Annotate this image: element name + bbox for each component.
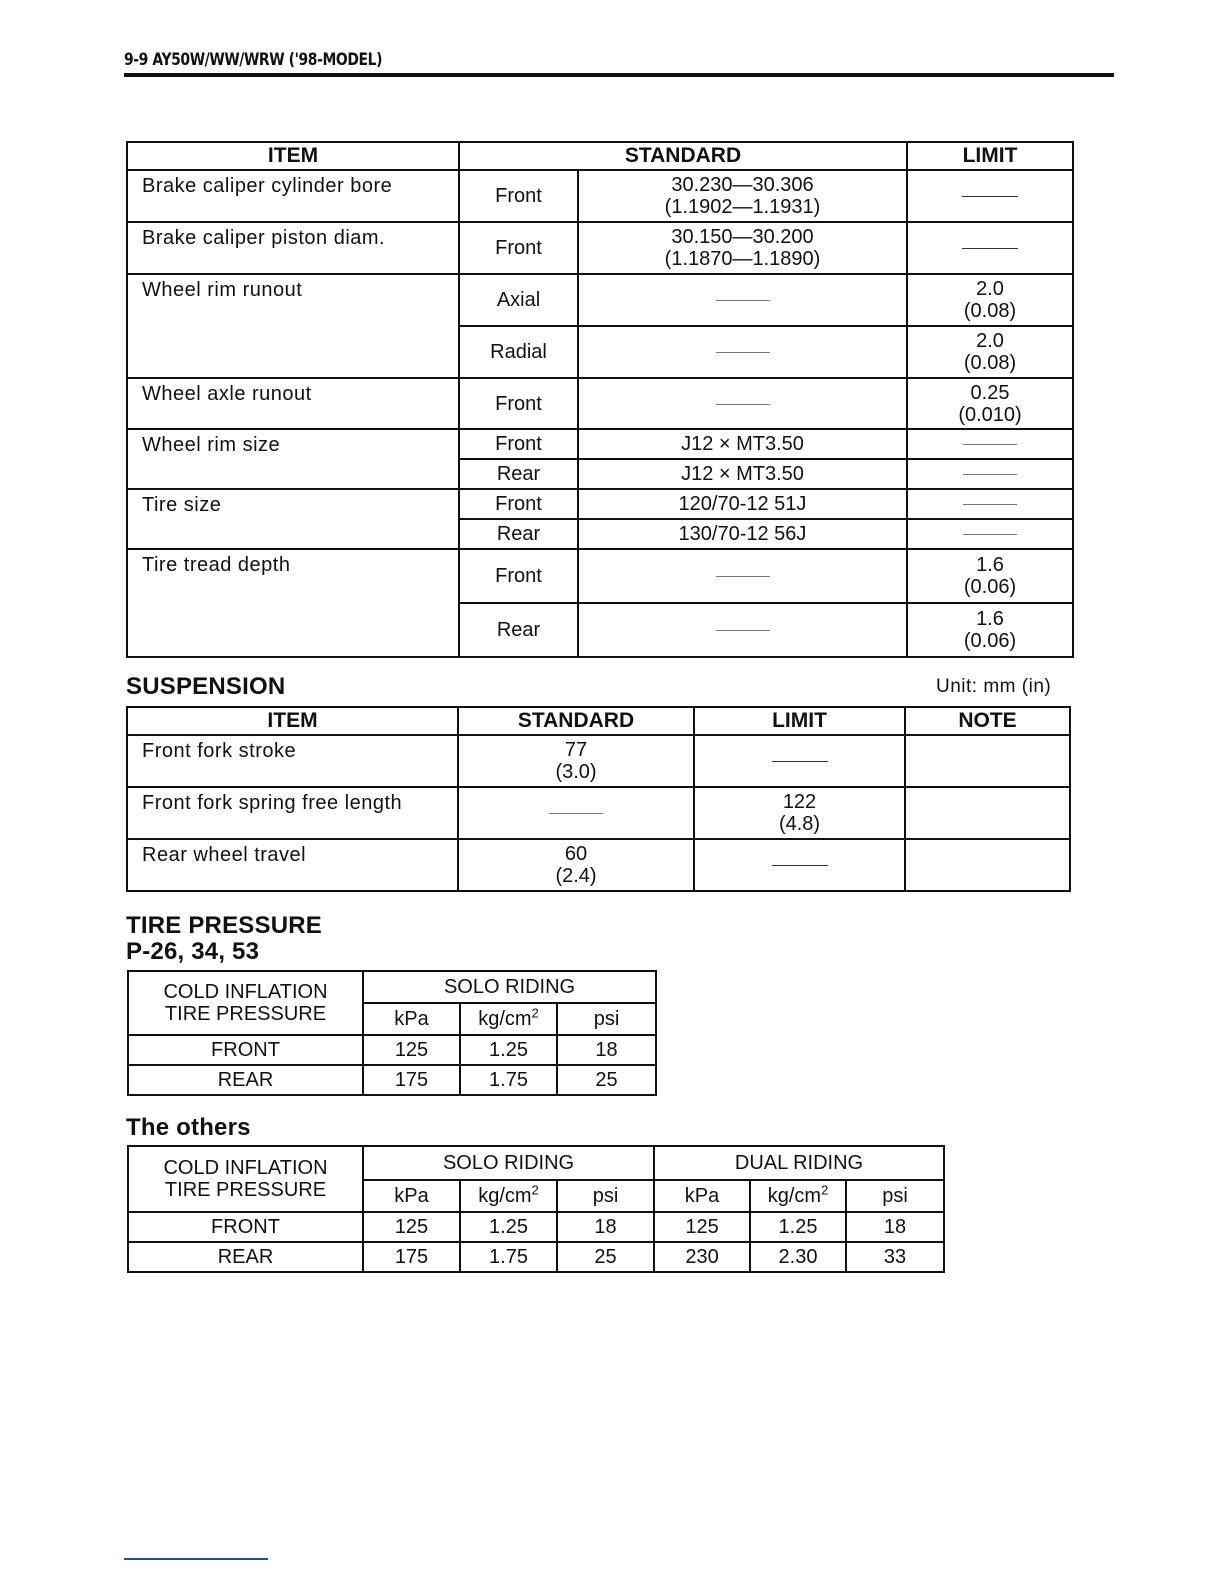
- no-value-dash: [962, 196, 1018, 197]
- item-cell: Brake caliper cylinder bore: [127, 170, 459, 222]
- front-dual-kpa: 125: [654, 1212, 750, 1242]
- rear-kgcm2: 1.75: [460, 1065, 557, 1095]
- table-row: [127, 735, 1070, 787]
- standard-cell: J12 × MT3.50: [578, 459, 907, 489]
- standard-value: 60: [564, 843, 588, 865]
- limit-cell: [907, 549, 1073, 603]
- front-solo-kgcm2: 1.25: [460, 1212, 557, 1242]
- unit-psi: psi: [557, 1003, 656, 1035]
- others-title: The others: [126, 1114, 251, 1141]
- rear-dual-kpa: 230: [654, 1242, 750, 1272]
- item-cell: Front fork spring free length: [127, 787, 458, 839]
- limit-value: 1.6: [976, 554, 1004, 576]
- tire-pressure-subtitle: P-26, 34, 53: [126, 938, 260, 965]
- limit-cell: [694, 735, 905, 787]
- tire-pressure-title: TIRE PRESSURE: [126, 912, 322, 939]
- header-limit: LIMIT: [907, 142, 1073, 170]
- item-cell: Rear wheel travel: [127, 839, 458, 891]
- no-value-dash: [716, 576, 770, 577]
- header-item: ITEM: [127, 142, 459, 170]
- table-row: [128, 1242, 944, 1272]
- position-cell: Axial: [459, 274, 578, 326]
- limit-value: 0.25: [970, 381, 1010, 404]
- header-rule: [124, 73, 1114, 77]
- rear-psi: 25: [557, 1065, 656, 1095]
- standard-cell: [458, 787, 694, 839]
- limit-cell: [907, 459, 1073, 489]
- standard-value: 77: [564, 739, 588, 761]
- footer-rule: [124, 1558, 268, 1560]
- table-row: [127, 429, 1073, 459]
- unit-superscript: 2: [531, 1005, 539, 1021]
- unit-kgcm-text: kg/cm: [478, 1185, 532, 1207]
- table-row: [127, 274, 1073, 326]
- no-value-dash: [716, 300, 770, 301]
- dual-riding-header: DUAL RIDING: [654, 1146, 944, 1180]
- no-value-dash: [963, 534, 1017, 535]
- tire-pressure-label: TIRE PRESSURE: [164, 1003, 327, 1025]
- suspension-title: SUSPENSION: [126, 673, 286, 700]
- rear-label: REAR: [128, 1242, 363, 1272]
- front-solo-kpa: 125: [363, 1212, 460, 1242]
- unit-kgcm2: [750, 1180, 846, 1212]
- header-standard: STANDARD: [459, 142, 907, 170]
- limit-cell: [907, 170, 1073, 222]
- item-cell: Wheel axle runout: [127, 378, 459, 429]
- item-cell: Tire size: [127, 489, 459, 549]
- limit-cell: [907, 519, 1073, 549]
- front-kgcm2: 1.25: [460, 1035, 557, 1065]
- no-value-dash: [716, 352, 770, 353]
- table-row: [127, 378, 1073, 429]
- table-row: [127, 787, 1070, 839]
- standard-cell: [578, 378, 907, 429]
- cold-inflation-header: [128, 1146, 363, 1212]
- limit-cell: [907, 489, 1073, 519]
- unit-note: Unit: mm (in): [936, 676, 1052, 697]
- page-header: [124, 48, 1114, 78]
- tire-pressure-label: TIRE PRESSURE: [164, 1179, 327, 1201]
- front-dual-kgcm2: 1.25: [750, 1212, 846, 1242]
- limit-value-in: (4.8): [778, 813, 821, 835]
- header-standard: STANDARD: [458, 707, 694, 735]
- unit-kpa: kPa: [363, 1003, 460, 1035]
- table-row: [127, 489, 1073, 519]
- limit-value: 1.6: [976, 608, 1004, 630]
- suspension-table: [126, 706, 1071, 892]
- position-cell: Rear: [459, 459, 578, 489]
- unit-kgcm-text: kg/cm: [478, 1008, 532, 1030]
- standard-value: 30.230—30.306: [671, 174, 814, 196]
- note-cell: [905, 735, 1070, 787]
- front-label: FRONT: [128, 1212, 363, 1242]
- standard-value-in: (1.1870—1.1890): [664, 248, 821, 270]
- table-row: [127, 839, 1070, 891]
- no-value-dash: [772, 761, 828, 762]
- limit-value: 2.0: [976, 330, 1004, 352]
- table-row: [127, 549, 1073, 603]
- standard-value-in: (2.4): [555, 865, 597, 887]
- standard-cell: [578, 222, 907, 274]
- rear-label: REAR: [128, 1065, 363, 1095]
- header-item: ITEM: [127, 707, 458, 735]
- front-dual-psi: 18: [846, 1212, 944, 1242]
- item-cell: Front fork stroke: [127, 735, 458, 787]
- no-value-dash: [549, 813, 603, 814]
- note-cell: [905, 839, 1070, 891]
- limit-value-in: (0.06): [963, 576, 1017, 598]
- position-cell: Radial: [459, 326, 578, 378]
- position-cell: Front: [459, 222, 578, 274]
- standard-cell: [578, 326, 907, 378]
- cold-inflation-label: COLD INFLATION: [163, 1157, 328, 1179]
- rear-kpa: 175: [363, 1065, 460, 1095]
- rear-solo-kpa: 175: [363, 1242, 460, 1272]
- limit-value: 122: [782, 791, 817, 813]
- unit-superscript: 2: [531, 1182, 539, 1198]
- no-value-dash: [772, 865, 828, 866]
- no-value-dash: [962, 248, 1018, 249]
- limit-cell: [907, 274, 1073, 326]
- standard-cell: 130/70-12 56J: [578, 519, 907, 549]
- limit-value-in: (0.06): [963, 630, 1017, 652]
- page-header-title: 9-9 AY50W/WW/WRW ('98-MODEL): [124, 50, 383, 70]
- unit-kgcm-text: kg/cm: [767, 1185, 822, 1207]
- limit-value-in: (0.08): [963, 352, 1017, 374]
- standard-cell: [578, 549, 907, 603]
- unit-kpa: kPa: [654, 1180, 750, 1212]
- front-kpa: 125: [363, 1035, 460, 1065]
- rear-dual-psi: 33: [846, 1242, 944, 1272]
- unit-psi: psi: [846, 1180, 944, 1212]
- table-header-row: [128, 1146, 944, 1180]
- no-value-dash: [963, 504, 1017, 505]
- solo-riding-header: SOLO RIDING: [363, 971, 656, 1003]
- item-cell: Brake caliper piston diam.: [127, 222, 459, 274]
- standard-cell: [458, 839, 694, 891]
- unit-kgcm2: [460, 1180, 557, 1212]
- others-pressure-table: [127, 1145, 945, 1273]
- no-value-dash: [716, 630, 770, 631]
- header-note: NOTE: [905, 707, 1070, 735]
- limit-value-in: (0.010): [958, 403, 1022, 426]
- rear-solo-psi: 25: [557, 1242, 654, 1272]
- unit-psi: psi: [557, 1180, 654, 1212]
- limit-cell: [907, 429, 1073, 459]
- limit-cell: [907, 378, 1073, 429]
- limit-cell: [694, 787, 905, 839]
- rear-dual-kgcm2: 2.30: [750, 1242, 846, 1272]
- unit-kpa: kPa: [363, 1180, 460, 1212]
- limit-value-in: (0.08): [963, 300, 1017, 322]
- table-row: [128, 1035, 656, 1065]
- limit-value: 2.0: [976, 278, 1004, 300]
- limit-cell: [694, 839, 905, 891]
- item-cell: Tire tread depth: [127, 549, 459, 657]
- no-value-dash: [963, 444, 1017, 445]
- item-cell: Wheel rim size: [127, 429, 459, 489]
- standard-value: 30.150—30.200: [671, 226, 814, 248]
- front-psi: 18: [557, 1035, 656, 1065]
- position-cell: Front: [459, 549, 578, 603]
- no-value-dash: [963, 474, 1017, 475]
- standard-value-in: (1.1902—1.1931): [664, 196, 821, 218]
- front-label: FRONT: [128, 1035, 363, 1065]
- solo-riding-header: SOLO RIDING: [363, 1146, 654, 1180]
- table-header-row: [127, 707, 1070, 735]
- front-solo-psi: 18: [557, 1212, 654, 1242]
- cold-inflation-header: [128, 971, 363, 1035]
- unit-kgcm2: [460, 1003, 557, 1035]
- wheel-spec-table: [126, 141, 1074, 658]
- item-cell: Wheel rim runout: [127, 274, 459, 378]
- position-cell: Front: [459, 170, 578, 222]
- header-limit: LIMIT: [694, 707, 905, 735]
- standard-cell: [578, 274, 907, 326]
- position-cell: Rear: [459, 519, 578, 549]
- table-header-row: [128, 971, 656, 1003]
- tire-pressure-table: [127, 970, 657, 1096]
- standard-cell: [578, 170, 907, 222]
- standard-cell: J12 × MT3.50: [578, 429, 907, 459]
- limit-cell: [907, 603, 1073, 657]
- table-row: [127, 222, 1073, 274]
- cold-inflation-label: COLD INFLATION: [163, 981, 328, 1003]
- rear-solo-kgcm2: 1.75: [460, 1242, 557, 1272]
- table-row: [127, 170, 1073, 222]
- standard-cell: [578, 603, 907, 657]
- position-cell: Front: [459, 378, 578, 429]
- note-cell: [905, 787, 1070, 839]
- unit-superscript: 2: [821, 1182, 829, 1198]
- position-cell: Rear: [459, 603, 578, 657]
- limit-cell: [907, 326, 1073, 378]
- limit-cell: [907, 222, 1073, 274]
- table-header-row: [127, 142, 1073, 170]
- position-cell: Front: [459, 429, 578, 459]
- standard-cell: [458, 735, 694, 787]
- standard-value-in: (3.0): [555, 761, 597, 783]
- position-cell: Front: [459, 489, 578, 519]
- standard-cell: 120/70-12 51J: [578, 489, 907, 519]
- table-row: [128, 1065, 656, 1095]
- table-row: [128, 1212, 944, 1242]
- no-value-dash: [716, 404, 770, 405]
